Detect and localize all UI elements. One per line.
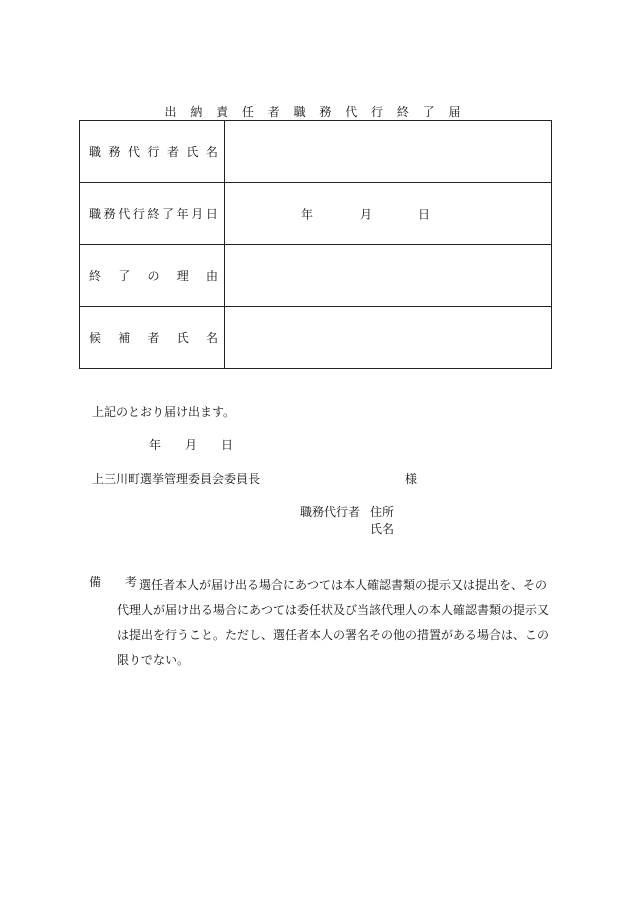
label-char: 者 <box>147 331 160 345</box>
label-char: 名 <box>205 331 218 345</box>
note-label-char: 備 <box>89 575 102 589</box>
submit-month-label: 月 <box>185 438 198 452</box>
note-text: 選任者本人が届け出る場合にあつては本人確認書類の提示又は提出を、その代理人が届け出る場合にあつては委任状及び当該代理人の本人確認書類の提示又は提出を行うこと。ただし、選任者本人の署名その他の措置がある場合は、この限りでない。 <box>117 578 550 667</box>
end-date-field[interactable] <box>225 183 552 245</box>
label-char: 務 <box>103 207 116 221</box>
label-char: 代 <box>127 145 140 159</box>
form-title: 出 納 責 任 者 職 務 代 行 終 了 届 <box>164 105 466 119</box>
honorific-text: 様 <box>405 472 418 486</box>
label-chars <box>80 143 224 160</box>
month-label: 月 <box>360 207 373 221</box>
table-row <box>80 245 552 307</box>
submit-day-label: 日 <box>221 438 234 452</box>
label-char: 了 <box>118 269 131 283</box>
label-char: 了 <box>162 207 175 221</box>
table-row <box>80 307 552 369</box>
year-label: 年 <box>301 207 314 221</box>
row-label-reason <box>80 245 225 307</box>
label-char: 理 <box>176 269 189 283</box>
table-row <box>80 183 552 245</box>
candidate-name-field[interactable] <box>225 307 552 369</box>
note-label-char: 考 <box>124 575 137 589</box>
submit-year-label: 年 <box>149 438 162 452</box>
label-char: 務 <box>108 145 121 159</box>
label-char: 年 <box>176 207 189 221</box>
label-char: 補 <box>118 331 131 345</box>
address-label: 住所 <box>370 505 395 519</box>
label-char: 名 <box>205 145 218 159</box>
label-char: 終 <box>147 207 160 221</box>
row-label-acting-name <box>80 121 225 183</box>
label-char: 者 <box>166 145 179 159</box>
label-char: 氏 <box>176 331 189 345</box>
table-row <box>80 121 552 183</box>
row-label-candidate-name <box>80 307 225 369</box>
label-char: 由 <box>205 269 218 283</box>
acting-name-field[interactable] <box>225 121 552 183</box>
label-chars <box>80 267 224 284</box>
submitter-role: 職務代行者 <box>300 505 361 519</box>
addressee-text: 上三川町選挙管理委員会委員長 <box>92 472 261 486</box>
label-char: 候 <box>89 331 102 345</box>
label-char: 月 <box>191 207 204 221</box>
label-char: 終 <box>89 269 102 283</box>
label-char: の <box>147 269 160 283</box>
label-char: 氏 <box>186 145 199 159</box>
day-label: 日 <box>418 207 431 221</box>
label-char: 行 <box>147 145 160 159</box>
form-table <box>79 120 552 369</box>
label-char: 代 <box>118 207 131 221</box>
label-char: 職 <box>89 207 102 221</box>
statement-text: 上記のとおり届け出ます。 <box>92 405 236 419</box>
name-label: 氏名 <box>370 522 395 536</box>
label-char: 日 <box>205 207 218 221</box>
reason-field[interactable] <box>225 245 552 307</box>
label-chars <box>80 205 224 222</box>
label-char: 行 <box>132 207 145 221</box>
row-label-end-date <box>80 183 225 245</box>
label-char: 職 <box>89 145 102 159</box>
label-chars <box>80 329 224 346</box>
